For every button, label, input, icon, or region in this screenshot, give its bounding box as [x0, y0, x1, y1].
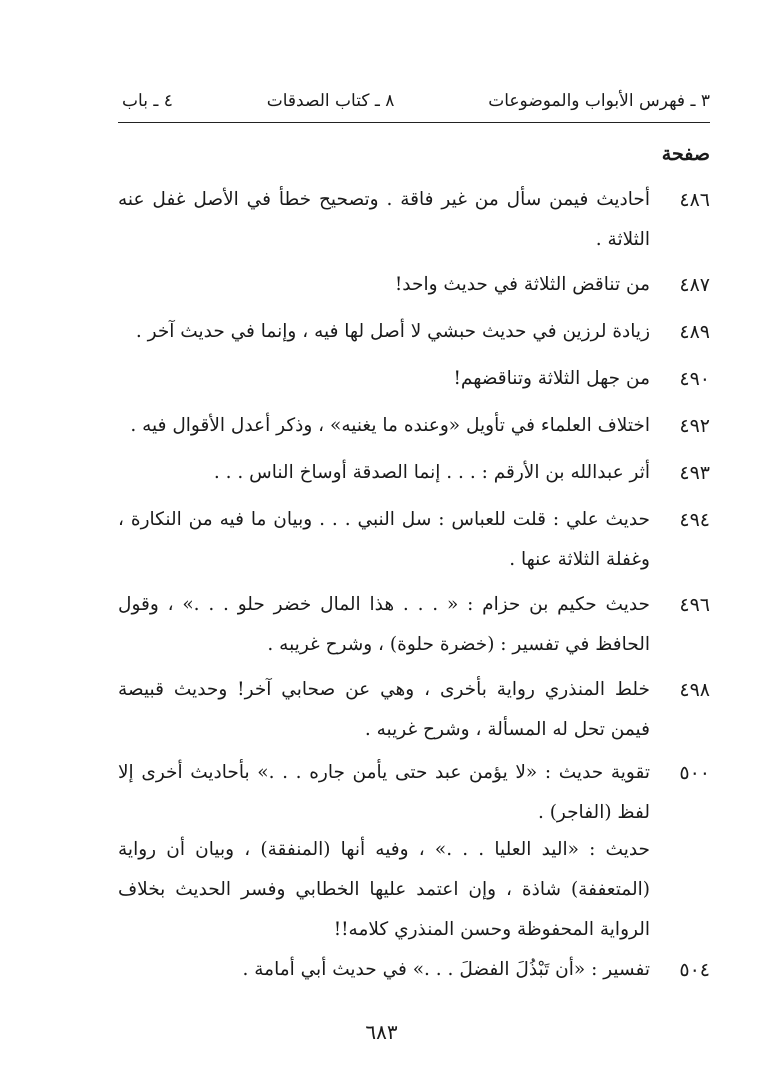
entry-text: تقوية حديث : «لا يؤمن عبد حتى يأمن جاره . . .» بأحاديث أخرى إلا لفظ (الفاجر) . [118, 762, 650, 823]
header-book-title: ٨ ـ كتاب الصدقات [266, 91, 395, 111]
entry-text: حديث : «اليد العليا . . .» ، وفيه أنها (المنفقة) ، وبيان أن رواية (المتعففة) شاذة ، وإن اعتمد عليها الخطابي وفسر الحديث بخلاف الرواية المحفوظة وحسن المنذري كلامه!! [118, 839, 650, 940]
page-column-heading: صفحة [661, 143, 710, 165]
index-entry-continuation [118, 830, 710, 950]
index-entry [118, 312, 710, 352]
entry-page-number: ٤٩٠ [679, 368, 710, 390]
entry-page-number: ٤٨٦ [679, 189, 710, 211]
entry-text: من جهل الثلاثة وتناقضهم! [453, 368, 650, 389]
entry-page-number: ٤٩٢ [679, 415, 710, 437]
index-entry [118, 453, 710, 493]
index-entry [118, 500, 710, 580]
index-entry [118, 950, 710, 990]
header-rule [118, 122, 710, 123]
entry-page-number: ٤٨٩ [679, 321, 710, 343]
running-header [122, 86, 710, 116]
entry-page-number: ٥٠٤ [679, 959, 710, 981]
entry-text: أثر عبدالله بن الأرقم : . . . إنما الصدقة أوساخ الناس . . . [213, 462, 650, 483]
entry-page-number: ٥٠٠ [679, 762, 710, 784]
entry-page-number: ٤٩٨ [679, 679, 710, 701]
entry-text: اختلاف العلماء في تأويل «وعنده ما يغنيه» ، وذكر أعدل الأقوال فيه . [130, 415, 650, 436]
entry-text: حديث حكيم بن حزام : « . . . هذا المال خضر حلو . . .» ، وقول الحافظ في تفسير : (خضرة حلوة) ، وشرح غريبه . [118, 594, 650, 655]
index-entry [118, 265, 710, 305]
entry-page-number: ٤٩٣ [679, 462, 710, 484]
entry-page-number [650, 830, 710, 950]
entry-text: زيادة لرزين في حديث حبشي لا أصل لها فيه ، وإنما في حديث آخر . [135, 321, 650, 342]
index-entry [118, 585, 710, 665]
index-entry [118, 180, 710, 260]
index-entry [118, 406, 710, 446]
index-entry [118, 359, 710, 399]
entry-text: أحاديث فيمن سأل من غير فاقة . وتصحيح خطأ في الأصل غفل عنه الثلاثة . [118, 189, 650, 250]
entry-text: تفسير : «أن تَبْذُلَ الفضلَ . . .» في حديث أبي أمامة . [242, 959, 650, 980]
entry-text: من تناقض الثلاثة في حديث واحد! [394, 274, 650, 295]
header-section-title: ٣ ـ فهرس الأبواب والموضوعات [488, 91, 710, 111]
entry-page-number: ٤٩٤ [679, 509, 710, 531]
entry-text: حديث علي : قلت للعباس : سل النبي . . . وبيان ما فيه من النكارة ، وغفلة الثلاثة عنها . [118, 509, 650, 570]
index-entry [118, 670, 710, 750]
entry-page-number: ٤٩٦ [679, 594, 710, 616]
header-chapter: ٤ ـ باب [122, 91, 173, 111]
entry-text: خلط المنذري رواية بأخرى ، وهي عن صحابي آخر! وحديث قبيصة فيمن تحل له المسألة ، وشرح غريبه . [118, 679, 650, 740]
index-entry [118, 753, 710, 833]
page-number: ٦٨٣ [365, 1020, 398, 1044]
entry-page-number: ٤٨٧ [679, 274, 710, 296]
